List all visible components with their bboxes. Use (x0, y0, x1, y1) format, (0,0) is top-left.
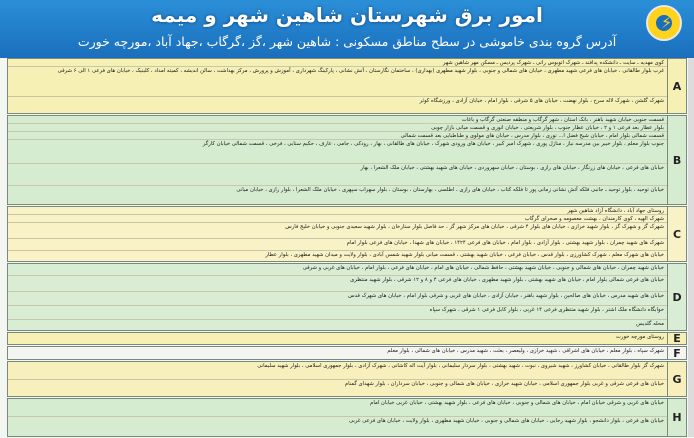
group-letter: G (667, 362, 686, 396)
group-letter: E (667, 333, 686, 344)
area-row: جنوب بلوار معلم ، بلوار خیبر بین مدرسه نیاز ، منازل پوری ، شهرک امیر کبیر ، خیابان های ورودی شهرک ، خیابان های طالقانی ، بهار ، رودکی ، جامی ، عارف ، حکیم سنایی ، فرخی ، قسمت شمالی خیابان کارگر (8, 140, 667, 164)
area-row: شهرک گز بلوار طالقانی ، خیابان کشاورز ، شهید شیروی ، نبوت ، شهید بهشتی ، بلوار سردار سلیمانی ، بلوار آیت اله کاشانی ، شهرک آزادی ، بلوار جمهوری اسلامی ، بلوار شهید سلیمانی (8, 362, 667, 380)
scroll-edge (688, 58, 694, 437)
area-row: خوابگاه دانشگاه ملک اشتر ، بلوار شهید منتظری فرعی ۱۴ غربی ، بلوار کابل فرعی ۱ شرقی ، شهرک سپاه (8, 306, 667, 320)
power-utility-logo-icon: ⚡ (646, 5, 682, 41)
area-row: خیابان های فرعی ، خیابان های زرنگار ، خیابان های رازی ، بوستان ، خیابان سهروردی ، خیابان های شهید بهشتی ، خیابان ملک الشعرا ، بهار (8, 164, 667, 186)
area-row: غرب بلوار طالقانی ، خیابان های فرعی شهید مطهری ، خیابان های شمالی و جنوبی ، بلوار شهید مطهری (بهداری) ، ساختمان نگارستان ، آتش نشانی ، پارکینگ شهرداری ، آموزش و پرورش ، مرکز بهداشت ، سالن اندیشه ، کمیته امداد ، کلینیک ، خیابان های فرعی ۱ الی ۶ شرقی (8, 67, 667, 97)
group-letter: C (667, 207, 686, 261)
area-row: قسمت شمالی بلوار امام ، خیابان شیخ فضل ا... نوری ، بلوار مدرس ، خیابان های مولوی و طباطبایی بعد قسمت شمالی (8, 132, 667, 140)
group-section-c (7, 206, 687, 262)
area-row: خیابان های غربی و شرقی خیابان امام ، خیابان های شمالی و جنوبی ، خیابان های فرعی ، بلوار شهید بهشتی ، خیابان غربی خیابان امام (8, 399, 667, 417)
group-letter: A (667, 59, 686, 113)
area-row: خیابان های فرعی شرقی و غربی بلوار جمهوری اسلامی ، خیابان شهید خرازی ، خیابان های شمالی و جنوبی ، خیابان سرداران ، بلوار شهدای گمنام (344, 381, 664, 387)
area-row: محله گلدیس (636, 321, 664, 327)
group-section-f (7, 346, 687, 360)
area-row: خیابان های شهرک معلم ، شهرک کشاورزی ، بلوار قدس ، خیابان فرعی ، خیابان شهید بهشتی ، قسمت میانی بلوار شهید شمس آبادی ، بلوار ولایت و میدان شهید مطهری ، بلوار عطار (265, 252, 664, 258)
area-row: شهرک گلشن ، شهرک لاله سرخ ، بلوار نهضت ، خیابان های ۵ شرقی ، بلوار امام ، خیابان آزادی ، ورزشگاه کوثر (419, 98, 664, 104)
area-row: کوی مهدیه ـ سایت ـ دانشکده پدافند ـ شهرک اتوبوس رانی ـ شهرک پردیس ـ مسکن مهر شاهین شهر (8, 59, 667, 67)
outage-groups-table (7, 58, 687, 437)
group-letter: B (667, 116, 686, 204)
area-row: خیابان های فرعی شمالی بلوار امام ، خیابان های شهید بهشتی ، بلوار شهید مطهری ، خیابان های فرعی ۴ و ۸ و ۱۲ شرقی ، بلوار شهید منتظری (8, 276, 667, 292)
area-row: شهرک گز و شهرک گز ، بلوار شهید خرازی ، خیابان های بلوار ۴ شرقی ، خیابان های مرکز شهر گز ، حد فاصل بلوار ستارخان ، بلوار شهید سعیدی جنوبی و خیابان خلیج فارس (8, 223, 667, 239)
area-row: بلوار عطار بعد فرعی ۱ و ۲ ، خیابان عطار جنوب ، بلوار شریعتی ، خیابان انوری و قسمت میانی بازار چوبی (8, 124, 667, 132)
area-row: خیابان های شهید مدرس ، خیابان های صالحین ، بلوار شهید باهنر ، خیابان آزادی ، خیابان های غربی و شرقی بلوار امام ، خیابان های شهرک قدس (8, 292, 667, 306)
area-row: شهرک سپاه ، بلوار معلم ، خیابان های اشراقی ، شهید خرازی ، ولیعصر ، بعثت ، شهید مدرس ، خیابان های شمالی ، بلوار معلم (387, 348, 664, 354)
group-section-g (7, 361, 687, 397)
area-row: خیابان های فرعی ، بلوار دانشجو ، بلوار شهید رجایی ، خیابان های شمالی و جنوبی ، خیابان شهید مطهری ، بلوار ولایت ، خیابان های فرعی غربی (348, 418, 664, 424)
group-section-a (7, 58, 687, 114)
page-title: امور برق شهرستان شاهین شهر و میمه (151, 3, 543, 27)
area-row: روستای مورچه خورت (615, 334, 664, 340)
area-row: قسمت جنوبی خیابان شهید باهنر ، بانک استان ، شهر گرگاب و منطقه صنعتی گرگاب و باغات (8, 116, 667, 124)
group-section-e (7, 332, 687, 345)
header-banner (0, 0, 694, 58)
group-section-b (7, 115, 687, 205)
area-row: خیابان توحید ، بلوار توحید ـ جانبی فلکه آتش نشانی زمانی پور تا فلکه کتاب ، خیابان های رازی ، اطلسی ، بهارستان ، بوستان ، بلوار سهراب سپهری ، خیابان ملک الشعرا ، بلوار رازی ، خیابان میانی (236, 187, 664, 193)
area-row: خیابان شهید چمران ، خیابان های شمالی و جنوبی ، خیابان شهید بهشتی ، حافظ شمالی ، خیابان های امام ، خیابان های فرعی ، بلوار امام ، خیابان های غربی و شرقی (8, 264, 667, 276)
area-row: روستای جهاد آباد ، دانشگاه آزاد شاهین شهر (8, 207, 667, 215)
group-letter: H (667, 399, 686, 436)
group-section-d (7, 263, 687, 331)
group-letter: D (667, 264, 686, 330)
page-subtitle: آدرس گروه بندی خاموشی در سطح مناطق مسکونی : شاهین شهر ،گز ،گرگاب ،جهاد آباد ،مورچه خورت (77, 34, 617, 49)
area-row: شهرک های شهید چمران ، بلوار شهید بهشتی ، بلوار آزادی ، بلوار امام ، خیابان های فرعی ۱۴۲۴ ، خیابان های شهدا ، خیابان های فرعی بلوار امام (8, 239, 667, 251)
group-letter: F (667, 347, 686, 359)
area-row: شهرک الهیه ، کوی کارمندان ، بهشت معصومه و صحرای گرگاب (8, 215, 667, 223)
group-section-h (7, 398, 687, 437)
